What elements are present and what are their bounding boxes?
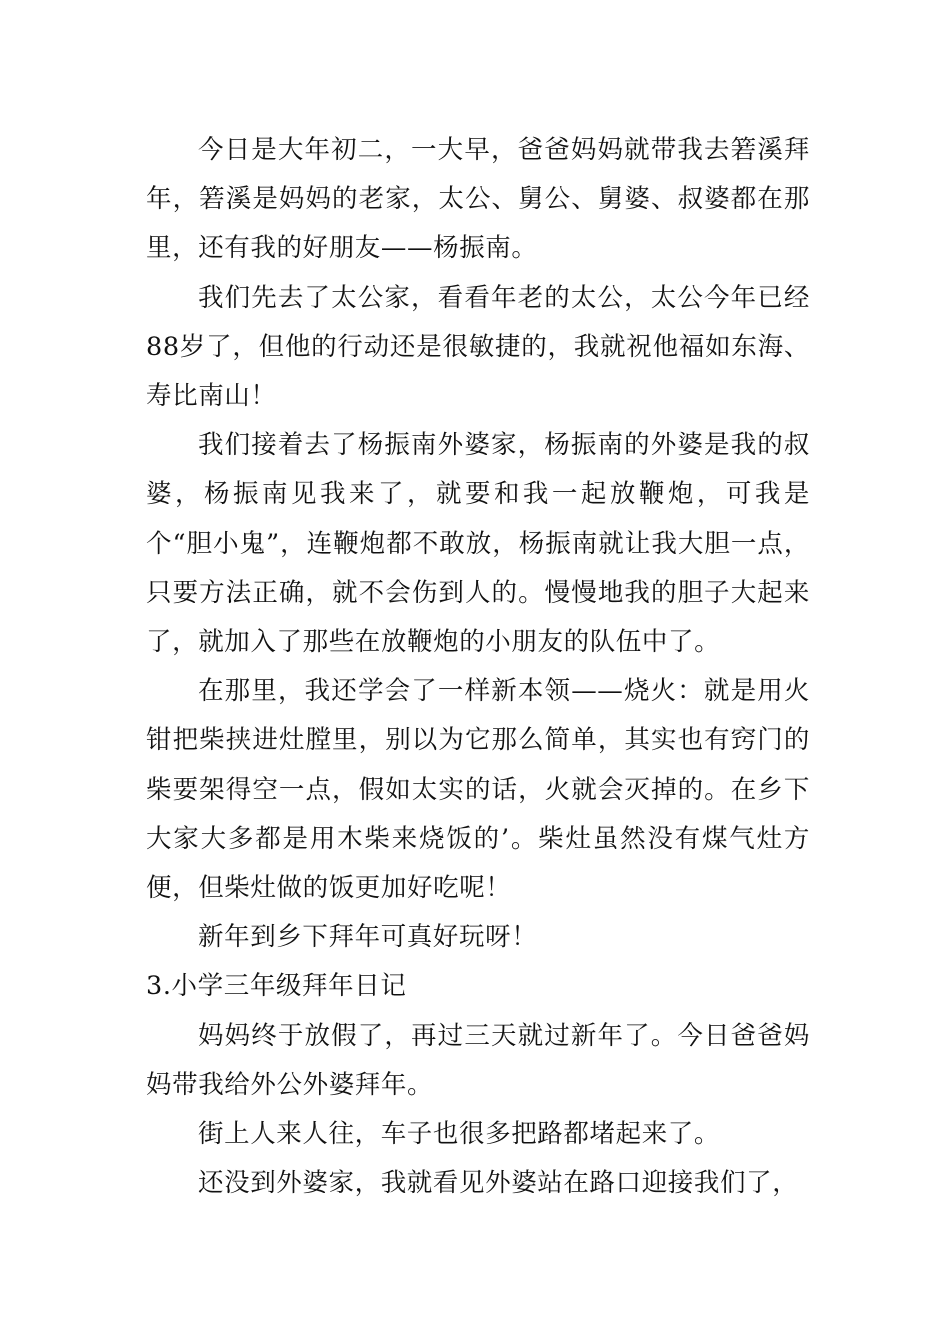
paragraph: 我们先去了太公家，看看年老的太公，太公今年已经88岁了，但他的行动还是很敏捷的，我就祝他福如东海、寿比南山！ — [146, 282, 810, 412]
section-heading: 3.小学三年级拜年日记 — [146, 971, 407, 1002]
paragraph: 街上人来人往，车子也很多把路都堵起来了。 — [198, 1119, 721, 1150]
paragraph: 新年到乡下拜年可真好玩呀！ — [198, 922, 538, 953]
paragraph: 今日是大年初二，一大早，爸爸妈妈就带我去箬溪拜年，箬溪是妈妈的老家，太公、舅公、舅婆、叔婆都在那里，还有我的好朋友——杨振南。 — [146, 135, 810, 264]
document-body — [146, 126, 810, 1208]
paragraph: 还没到外婆家，我就看见外婆站在路口迎接我们了， — [198, 1168, 799, 1199]
paragraph: 在那里，我还学会了一样新本领——烧火：就是用火钳把柴挟进灶膛里，别以为它那么简单，其实也有窍门的柴要架得空一点，假如太实的话，火就会灭掉的。在乡下大家大多都是用木柴来烧饭的’。柴灶虽然没有煤气灶方便，但柴灶做的饭更加好吃呢！ — [146, 676, 810, 904]
paragraph: 我们接着去了杨振南外婆家，杨振南的外婆是我的叔婆，杨振南见我来了，就要和我一起放鞭炮，可我是个“胆小鬼”，连鞭炮都不敢放，杨振南就让我大胆一点，只要方法正确，就不会伤到人的。慢慢地我的胆子大起来了，就加入了那些在放鞭炮的小朋友的队伍中了。 — [146, 430, 810, 658]
paragraph: 妈妈终于放假了，再过三天就过新年了。今日爸爸妈妈带我给外公外婆拜年。 — [146, 1020, 810, 1100]
